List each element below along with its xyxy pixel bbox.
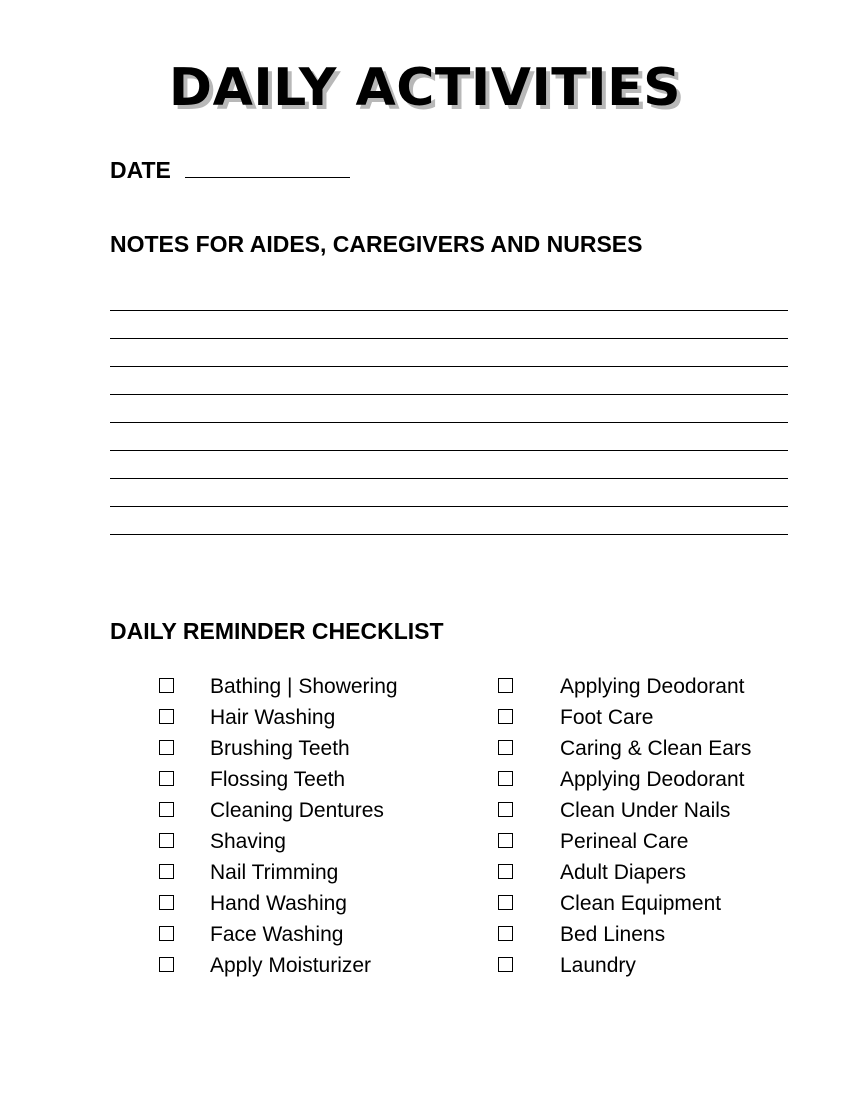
checklist-item-label: Applying Deodorant <box>560 675 745 698</box>
checklist-item-label: Hand Washing <box>210 892 347 915</box>
checkbox-icon[interactable] <box>159 709 174 724</box>
checklist-item-label: Applying Deodorant <box>560 768 745 791</box>
checkbox-icon[interactable] <box>498 895 513 910</box>
checklist-item-label: Bed Linens <box>560 923 666 946</box>
checkbox-icon[interactable] <box>498 926 513 941</box>
checkbox-icon[interactable] <box>159 926 174 941</box>
checkbox-icon[interactable] <box>498 678 513 693</box>
checklist-heading: DAILY REMINDER CHECKLIST <box>110 618 444 644</box>
checkbox-icon[interactable] <box>498 864 513 879</box>
checklist-item-label: Caring & Clean Ears <box>560 737 752 760</box>
checkbox-icon[interactable] <box>159 740 174 755</box>
checklist-item-label: Apply Moisturizer <box>210 954 372 977</box>
note-line[interactable] <box>110 534 788 535</box>
checklist-item-label: Nail Trimming <box>210 861 339 884</box>
checkbox-icon[interactable] <box>159 678 174 693</box>
checkbox-icon[interactable] <box>159 957 174 972</box>
checklist-item-label: Brushing Teeth <box>210 737 350 760</box>
date-field[interactable] <box>185 155 350 178</box>
checklist-item-label: Cleaning Dentures <box>210 799 384 822</box>
checkbox-icon[interactable] <box>159 833 174 848</box>
checkbox-icon[interactable] <box>159 802 174 817</box>
checklist-item-label: Perineal Care <box>560 830 689 853</box>
checklist-item-label: Flossing Teeth <box>210 768 346 791</box>
checklist-item-label: Hair Washing <box>210 706 336 729</box>
page-title: DAILY ACTIVITIES <box>168 58 682 118</box>
date-row <box>110 155 350 184</box>
checklist-item-label: Face Washing <box>210 923 344 946</box>
date-label: DATE <box>110 157 171 183</box>
note-line[interactable] <box>110 478 788 479</box>
checklist-item-label: Clean Equipment <box>560 892 722 915</box>
note-line[interactable] <box>110 310 788 311</box>
note-line[interactable] <box>110 338 788 339</box>
checkbox-icon[interactable] <box>159 864 174 879</box>
checkbox-icon[interactable] <box>159 771 174 786</box>
checkbox-icon[interactable] <box>498 740 513 755</box>
checklist-item-label: Shaving <box>210 830 286 853</box>
checkbox-icon[interactable] <box>498 957 513 972</box>
notes-heading: NOTES FOR AIDES, CAREGIVERS AND NURSES <box>110 231 643 257</box>
checkbox-icon[interactable] <box>498 709 513 724</box>
checklist-item-label: Clean Under Nails <box>560 799 731 822</box>
note-line[interactable] <box>110 422 788 423</box>
note-line[interactable] <box>110 394 788 395</box>
checkbox-icon[interactable] <box>498 802 513 817</box>
checklist-item-label: Bathing | Showering <box>210 675 398 698</box>
note-line[interactable] <box>110 366 788 367</box>
checkbox-icon[interactable] <box>498 771 513 786</box>
note-line[interactable] <box>110 450 788 451</box>
note-line[interactable] <box>110 506 788 507</box>
checklist-item-label: Foot Care <box>560 706 654 729</box>
checklist-item-label: Laundry <box>560 954 636 977</box>
checkbox-icon[interactable] <box>159 895 174 910</box>
checkbox-icon[interactable] <box>498 833 513 848</box>
checklist-item-label: Adult Diapers <box>560 861 687 884</box>
